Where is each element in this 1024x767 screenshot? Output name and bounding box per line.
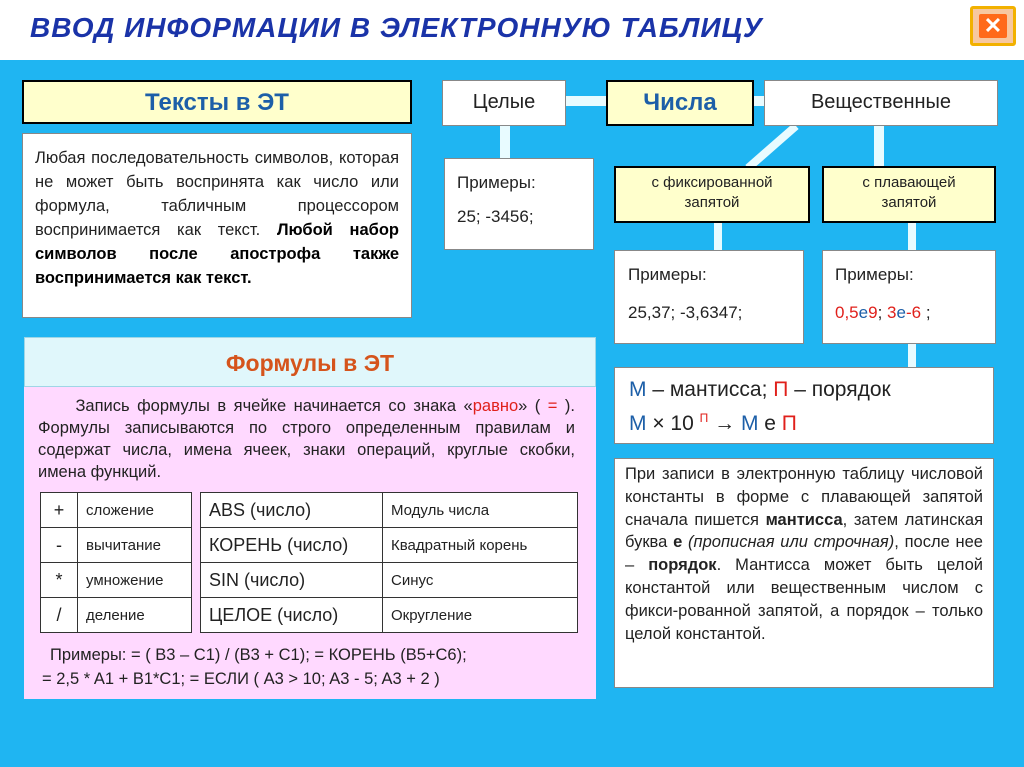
integers-header: Целые (442, 80, 566, 126)
connector (714, 221, 722, 251)
formulas-intro-part1: Запись формулы в ячейке начинается со знака « (75, 397, 473, 415)
table-row (201, 493, 578, 528)
numbers-header: Числа (606, 80, 754, 126)
floating-point-header (822, 166, 996, 223)
func-desc: Модуль числа (383, 493, 578, 528)
examples-label: Примеры: (835, 265, 914, 284)
integer-values: 25; -3456; (457, 207, 534, 226)
table-row (201, 598, 578, 633)
close-button[interactable] (970, 6, 1016, 46)
close-icon[interactable]: ✕ (979, 14, 1007, 38)
texts-description (22, 133, 412, 318)
table-row (41, 528, 192, 563)
page-title: ВВОД ИНФОРМАЦИИ В ЭЛЕКТРОННУЮ ТАБЛИЦУ (30, 12, 763, 43)
equals-sign: = (547, 397, 558, 415)
func-desc: Квадратный корень (383, 528, 578, 563)
func-name: SIN (число) (201, 563, 383, 598)
fixed-examples (614, 250, 804, 344)
op-name: сложение (78, 493, 192, 528)
functions-table (200, 492, 578, 633)
operations-table (40, 492, 192, 633)
func-desc: Синус (383, 563, 578, 598)
float-line2: запятой (881, 194, 937, 211)
func-name: КОРЕНЬ (число) (201, 528, 383, 563)
connector (566, 96, 606, 106)
examples-line2: = 2,5 * A1 + B1*C1; = ЕСЛИ ( A3 > 10; A3 - 5; A3 + 2 ) (42, 670, 440, 688)
mantissa-box (614, 367, 994, 444)
table-row (41, 598, 192, 633)
float-values: 0,5е9; 3е-6 ; (835, 303, 931, 322)
texts-header: Тексты в ЭТ (22, 80, 412, 124)
op-name: умножение (78, 563, 192, 598)
func-name: ЦЕЛОЕ (число) (201, 598, 383, 633)
diagonal-connector (740, 120, 800, 172)
connector (500, 126, 510, 162)
op-sign: / (41, 598, 78, 633)
examples-line1: Примеры: = ( B3 – C1) / (B3 + C1); = КОРЕНЬ (B5+C6); (50, 646, 467, 664)
table-row (201, 563, 578, 598)
mantissa-line1: M – мантисса; П – порядок (629, 378, 891, 401)
formulas-intro-part3: ). Формулы записываются по строго определенным правилам и содержат числа, имена ячеек, знаки операций, круглые скобки, имена функций. (38, 397, 576, 481)
texts-desc-plain: Любая последовательность символов, которая не может быть воспринята как число или формула, табличным процессором воспринимается как текст. (35, 149, 399, 239)
func-name: ABS (число) (201, 493, 383, 528)
fixed-line2: запятой (684, 194, 740, 211)
equals-word: равно (472, 397, 519, 415)
examples-label: Примеры: (628, 265, 707, 284)
connector (754, 96, 764, 106)
connector (908, 221, 916, 251)
fixed-values: 25,37; -3,6347; (628, 303, 743, 322)
fixed-line1: с фиксированной (651, 174, 773, 191)
table-row (201, 528, 578, 563)
op-sign: - (41, 528, 78, 563)
connector (874, 126, 884, 166)
func-desc: Округление (383, 598, 578, 633)
reals-header: Вещественные (764, 80, 998, 126)
connector (908, 342, 916, 368)
texts-desc-bold: Любой набор символов после апострофа также воспринимается как текст. (35, 221, 399, 287)
formulas-intro (38, 395, 575, 483)
examples-label: Примеры: (457, 173, 536, 192)
mantissa-line2: M × 10 $^П$ → M е П (629, 411, 797, 435)
formulas-intro-part2: » ( (518, 397, 548, 415)
op-sign: * (41, 563, 78, 598)
formula-examples (42, 643, 582, 691)
float-examples (822, 250, 996, 344)
op-sign: + (41, 493, 78, 528)
float-description: При записи в электронную таблицу числовой константы в форме с плавающей запятой сначала пишется мантисса, затем латинская буква е (прописная или строчная), после нее – порядок. Мантисса может быть целой константой или вещественным числом с фикси-рованной запятой, а порядок – только целой константой. (614, 458, 994, 688)
table-row (41, 563, 192, 598)
table-row (41, 493, 192, 528)
formulas-header: Формулы в ЭТ (24, 337, 596, 387)
float-line1: с плавающей (862, 174, 956, 191)
fixed-point-header (614, 166, 810, 223)
op-name: деление (78, 598, 192, 633)
op-name: вычитание (78, 528, 192, 563)
integers-examples (444, 158, 594, 250)
